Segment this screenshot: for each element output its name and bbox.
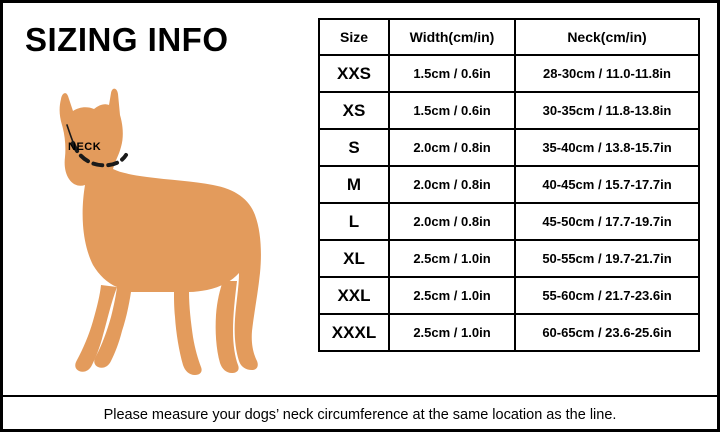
cell-width: 2.0cm / 0.8in (389, 203, 515, 240)
table-row (319, 203, 699, 240)
table-row (319, 240, 699, 277)
cell-width: 2.0cm / 0.8in (389, 166, 515, 203)
column-header-width: Width(cm/in) (389, 19, 515, 55)
size-table-panel (318, 3, 717, 393)
cell-neck: 35-40cm / 13.8-15.7in (515, 129, 699, 166)
cell-size: M (319, 166, 389, 203)
cell-size: XXL (319, 277, 389, 314)
cell-size: XXXL (319, 314, 389, 351)
illustration-panel (3, 3, 318, 393)
neck-label: NECK (68, 141, 102, 153)
table-row (319, 314, 699, 351)
dog-silhouette (60, 89, 261, 375)
cell-size: XS (319, 92, 389, 129)
table-row (319, 55, 699, 92)
cell-size: S (319, 129, 389, 166)
table-row (319, 166, 699, 203)
cell-neck: 50-55cm / 19.7-21.7in (515, 240, 699, 277)
cell-width: 2.5cm / 1.0in (389, 314, 515, 351)
cell-neck: 28-30cm / 11.0-11.8in (515, 55, 699, 92)
table-row (319, 277, 699, 314)
measurement-note: Please measure your dogs’ neck circumference at the same location as the line. (103, 407, 617, 423)
cell-neck: 30-35cm / 11.8-13.8in (515, 92, 699, 129)
cell-width: 2.5cm / 1.0in (389, 277, 515, 314)
cell-neck: 60-65cm / 23.6-25.6in (515, 314, 699, 351)
cell-width: 1.5cm / 0.6in (389, 55, 515, 92)
cell-size: XL (319, 240, 389, 277)
dog-illustration (21, 81, 311, 381)
size-chart-table (318, 18, 700, 352)
card-content (3, 3, 717, 393)
cell-size: L (319, 203, 389, 240)
page-title: SIZING INFO (25, 21, 229, 58)
cell-neck: 40-45cm / 15.7-17.7in (515, 166, 699, 203)
cell-neck: 45-50cm / 17.7-19.7in (515, 203, 699, 240)
cell-neck: 55-60cm / 21.7-23.6in (515, 277, 699, 314)
table-row (319, 129, 699, 166)
cell-size: XXS (319, 55, 389, 92)
cell-width: 2.0cm / 0.8in (389, 129, 515, 166)
table-header-row (319, 19, 699, 55)
footer-divider (3, 395, 717, 397)
column-header-neck: Neck(cm/in) (515, 19, 699, 55)
column-header-size: Size (319, 19, 389, 55)
table-row (319, 92, 699, 129)
cell-width: 2.5cm / 1.0in (389, 240, 515, 277)
cell-width: 1.5cm / 0.6in (389, 92, 515, 129)
